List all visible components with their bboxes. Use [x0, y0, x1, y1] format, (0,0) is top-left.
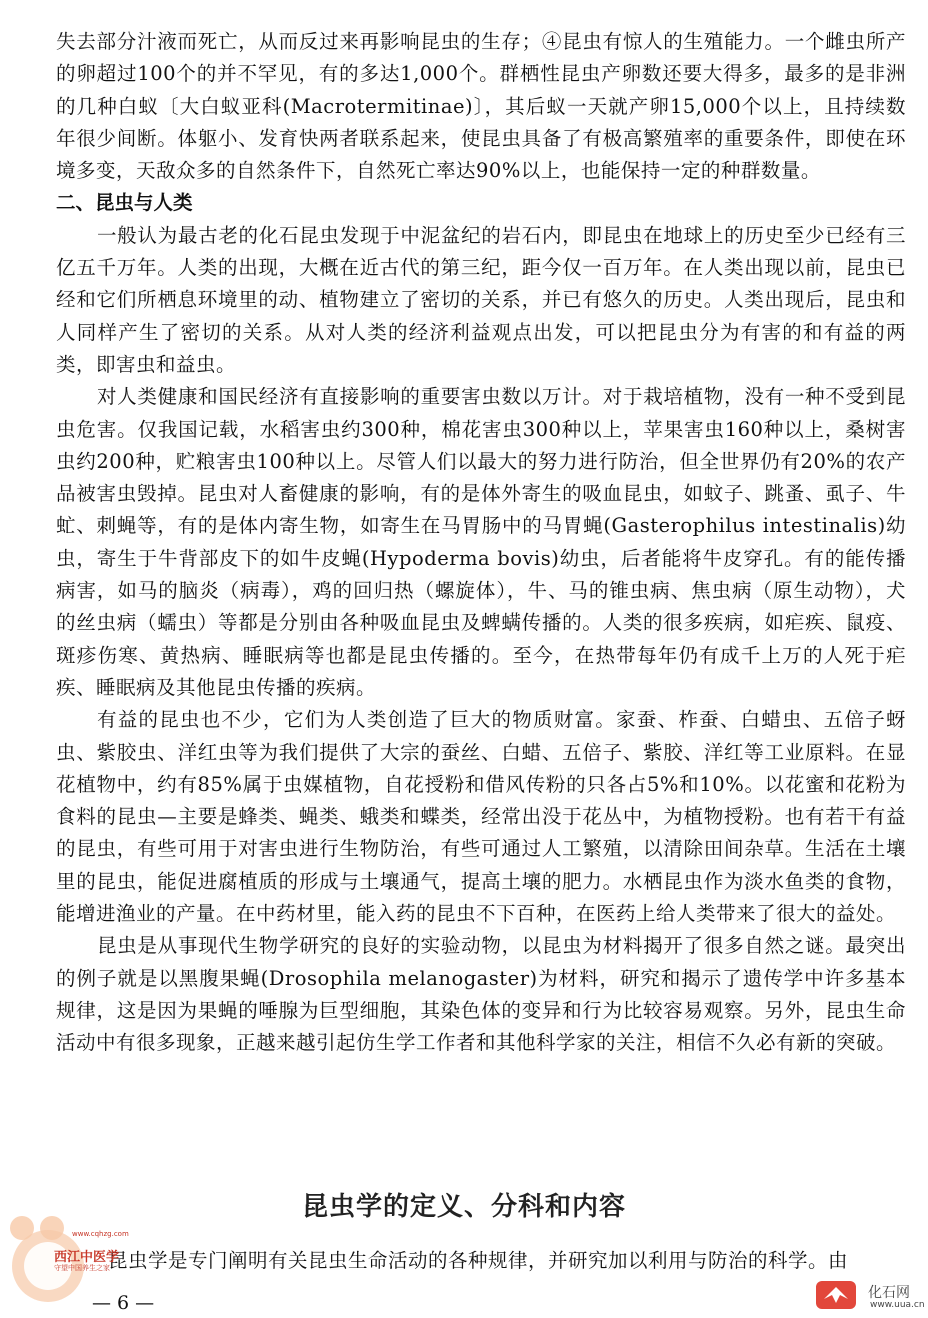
paragraph-history: 一般认为最古老的化石昆虫发现于中泥盆纪的岩石内，即昆虫在地球上的历史至少已经有三亿五千万年。人类的出现，大概在近古代的第三纪，距今仅一百万年。在人类出现以前，昆虫已经和它们所栖息环境里的动、植物建立了密切的关系，并已有悠久的历史。人类出现后，昆虫和人同样产生了密切的关系。从对人类的经济利益观点出发，可以把昆虫分为有害的和有益的两类，即害虫和益虫。: [56, 223, 906, 376]
watermark-name: 西江中医学: [54, 1250, 120, 1265]
paragraph-beneficial: 有益的昆虫也不少，它们为人类创造了巨大的物质财富。家蚕、柞蚕、白蜡虫、五倍子蚜虫、紫胶虫、洋红虫等为我们提供了大宗的蚕丝、白蜡、五倍子、紫胶、洋红等工业原料。在显花植物中，约有85%属于虫媒植物，自花授粉和借风传粉的只各占5%和10%。以花蜜和花粉为食料的昆虫—主要是蜂类、蝇类、蛾类和蝶类，经常出没于花丛中，为植物授粉。也有若干有益的昆虫，有些可用于对害虫进行生物防治，有些可通过人工繁殖，以清除田间杂草。生活在土壤里的昆虫，能促进腐植质的形成与土壤通气，提高土壤的肥力。水栖昆虫作为淡水鱼类的食物，能增进渔业的产量。在中药材里，能入药的昆虫不下百种，在医药上给人类带来了很大的益处。: [56, 708, 906, 926]
paragraph-definition: 昆虫学是专门阐明有关昆虫生命活动的各种规律，并研究加以利用与防治的科学。由: [108, 1249, 849, 1272]
watermark-slogan: 守望中国养生之家: [54, 1264, 110, 1272]
watermark-site-url: www.uua.cn: [870, 1300, 925, 1310]
section-heading: 二、昆虫与人类: [56, 191, 193, 215]
paragraph-pests: 对人类健康和国民经济有直接影响的重要害虫数以万计。对于栽培植物，没有一种不受到昆虫危害。仅我国记载，水稻害虫约300种，棉花害虫300种以上，苹果害虫160种以上，桑树害虫约200种，贮粮害虫100种以上。尽管人们以最大的努力进行防治，但全世界仍有20%的农产品被害虫毁掉。昆虫对人畜健康的影响，有的是体外寄生的吸血昆虫，如蚊子、跳蚤、虱子、牛虻、刺蝇等，有的是体内寄生物，如寄生在马胃肠中的马胃蝇(Gasterophilus intestinalis)幼虫，寄生于牛背部皮下的如牛皮蝇(Hypoderma bovis)幼虫，后者能将牛皮穿孔。有的能传播病害，如马的脑炎（病毒），鸡的回归热（螺旋体），牛、马的锥虫病、焦虫病（原生动物），犬的丝虫病（蠕虫）等都是分别由各种吸血昆虫及蜱螨传播的。人类的很多疾病，如疟疾、鼠疫、斑疹伤寒、黄热病、睡眠病等也都是昆虫传播的。至今，在热带每年仍有成千上万的人死于疟疾、睡眠病及其他昆虫传播的疾病。: [56, 385, 906, 699]
page-body: [56, 26, 906, 1060]
watermark-bird-icon: [814, 1275, 862, 1313]
paragraph-continuation: 失去部分汁液而死亡，从而反过来再影响昆虫的生存；④昆虫有惊人的生殖能力。一个雌虫所产的卵超过100个的并不罕见，有的多达1,000个。群栖性昆虫产卵数还要大得多，最多的是非洲的几种白蚁〔大白蚁亚科(Macrotermitinae)〕，其后蚁一天就产卵15,000个以上，且持续数年很少间断。体躯小、发育快两者联系起来，使昆虫具备了有极高繁殖率的重要条件，即使在环境多变，天敌众多的自然条件下，自然死亡率达90%以上，也能保持一定的种群数量。: [56, 30, 906, 183]
subsection-title: 昆虫学的定义、分科和内容: [301, 1192, 626, 1222]
page-number: — 6 —: [92, 1292, 155, 1314]
paragraph-research: 昆虫是从事现代生物学研究的良好的实验动物，以昆虫为材料揭开了很多自然之谜。最突出的例子就是以黑腹果蝇(Drosophila melanogaster)为材料，研究和揭示了遗传学中许多基本规律，这是因为果蝇的唾腺为巨型细胞，其染色体的变异和行为比较容易观察。另外，昆虫生命活动中有很多现象，正越来越引起仿生学工作者和其他科学家的关注，相信不久必有新的突破。: [56, 934, 906, 1055]
watermark-site-name: 化石网: [868, 1285, 910, 1301]
watermark-url: www.cqhzg.com: [72, 1230, 129, 1238]
